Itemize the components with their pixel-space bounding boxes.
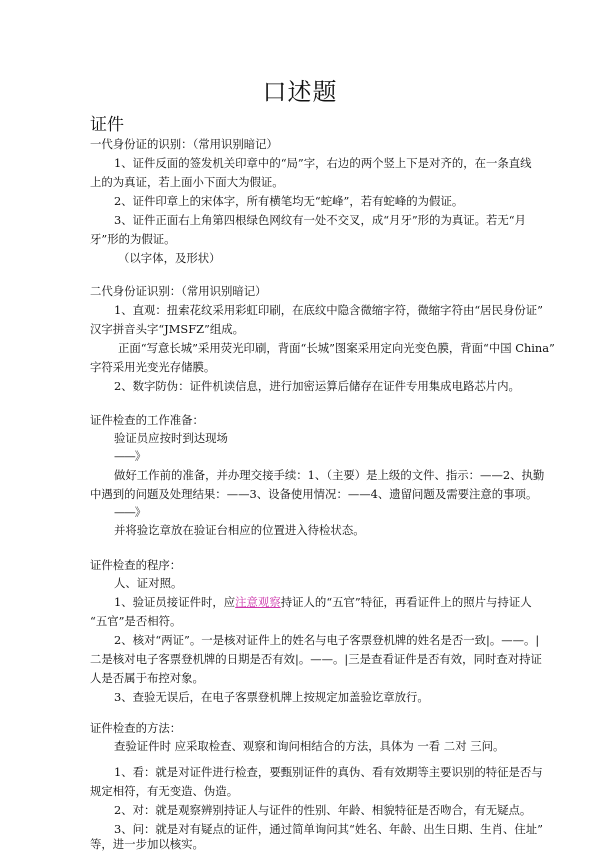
paragraph-line (114, 594, 532, 610)
paragraph-line: 1、直观：扭索花纹采用彩虹印刷，在底纹中隐含微缩字符，微缩字符由“居民身份证” (114, 303, 543, 317)
subsection-heading-preparation: 证件检查的工作准备： (90, 413, 204, 427)
subsection-heading-method: 证件检查的方法： (90, 721, 182, 735)
paragraph-line: 规定相符，有无变造、伪造。 (90, 784, 239, 798)
paragraph-line: 2、证件印章上的宋体字，所有横笔均无“蛇峰”，若有蛇峰的为假证。 (114, 194, 464, 208)
paragraph-line: 1、看：就是对证件进行检查，要甄别证件的真伪、看有效期等主要识别的特征是否与 (114, 765, 543, 779)
paragraph-line: 中遇到的问题及处理结果：——3、设备使用情况：——4、遗留问题及需要注意的事项。 (90, 487, 538, 501)
paragraph-line: 正面“写意长城”采用荧光印刷，背面“长城”图案采用定向光变色膜，背面“中国 China” (118, 341, 555, 355)
paragraph-line: 3、问：就是对有疑点的证件，通过简单询问其“姓名、年龄、出生日期、生肖、住址” (114, 822, 543, 836)
paragraph-line: 1、证件反面的签发机关印章中的“局”字，右边的两个竖上下是对齐的，在一条直线 (114, 156, 532, 170)
subsection-heading-procedure: 证件检查的程序： (90, 558, 182, 572)
paragraph-line: 查验证件时 应采取检查、观察和询问相结合的方法，具体为 一看 二对 三问。 (114, 739, 505, 753)
paragraph-line: 2、对：就是观察辨别持证人与证件的性别、年龄、相貌特征是否吻合，有无疑点。 (114, 803, 532, 817)
paragraph-line: “五官”是否相符。 (90, 614, 182, 628)
note-line: （以字体，及形状） (118, 251, 221, 265)
hyperlink-text[interactable]: 观察 (257, 595, 281, 609)
section-heading: 证件 (90, 115, 124, 135)
paragraph-line: 做好工作前的准备，并办理交接手续：1、（主要）是上级的文件、指示：——2、执勤 (114, 468, 545, 482)
paragraph-line: 人是否属于布控对象。 (90, 671, 204, 685)
text-run: 1、验证员接证件时，应 (114, 595, 236, 609)
subsection-heading-gen1-id: 一代身份证的识别：（常用识别暗记） (90, 137, 278, 151)
paragraph-line: 验证员应按时到达现场 (114, 431, 228, 445)
paragraph-line: 字符采用光变光存储膜。 (90, 360, 216, 374)
paragraph-line: 并将验讫章放在验证台相应的位置进入待检状态。 (114, 523, 365, 537)
paragraph-line: 3、证件正面右上角第四根绿色网纹有一处不交叉，成“月牙”形的为真证。若无“月 (114, 213, 527, 227)
arrow-icon: ——》 (114, 449, 146, 463)
subsection-heading-gen2-id: 二代身份证识别：（常用识别暗记） (90, 284, 267, 298)
paragraph-line: 2、核对“两证”。一是核对证件上的姓名与电子客票登机牌的姓名是否一致|。——。| (114, 633, 540, 647)
paragraph-line: 2、数字防伪：证件机读信息，进行加密运算后储存在证件专用集成电路芯片内。 (114, 379, 520, 393)
text-run: 持证人的“五官”特征，再看证件上的照片与持证人 (280, 595, 532, 609)
paragraph-line: 汉字拼音头字“JMSFZ”组成。 (90, 322, 245, 336)
page-title: 口述题 (262, 78, 338, 106)
paragraph-line: 上的为真证，若上面小下面大为假证。 (90, 175, 284, 189)
paragraph-line: 等，进一步加以核实。 (90, 837, 204, 851)
paragraph-line: 二是核对电子客票登机牌的日期是否有效|。——。|三是查看证件是否有效，同时查对持证 (90, 652, 542, 666)
arrow-icon: ——》 (114, 505, 146, 519)
paragraph-line: 牙”形的为假证。 (90, 232, 176, 246)
paragraph-line: 人、证对照。 (114, 576, 183, 590)
paragraph-line: 3、查验无误后，在电子客票登机牌上按规定加盖验讫章放行。 (114, 690, 429, 704)
hyperlink-text[interactable]: 注意 (235, 595, 258, 609)
